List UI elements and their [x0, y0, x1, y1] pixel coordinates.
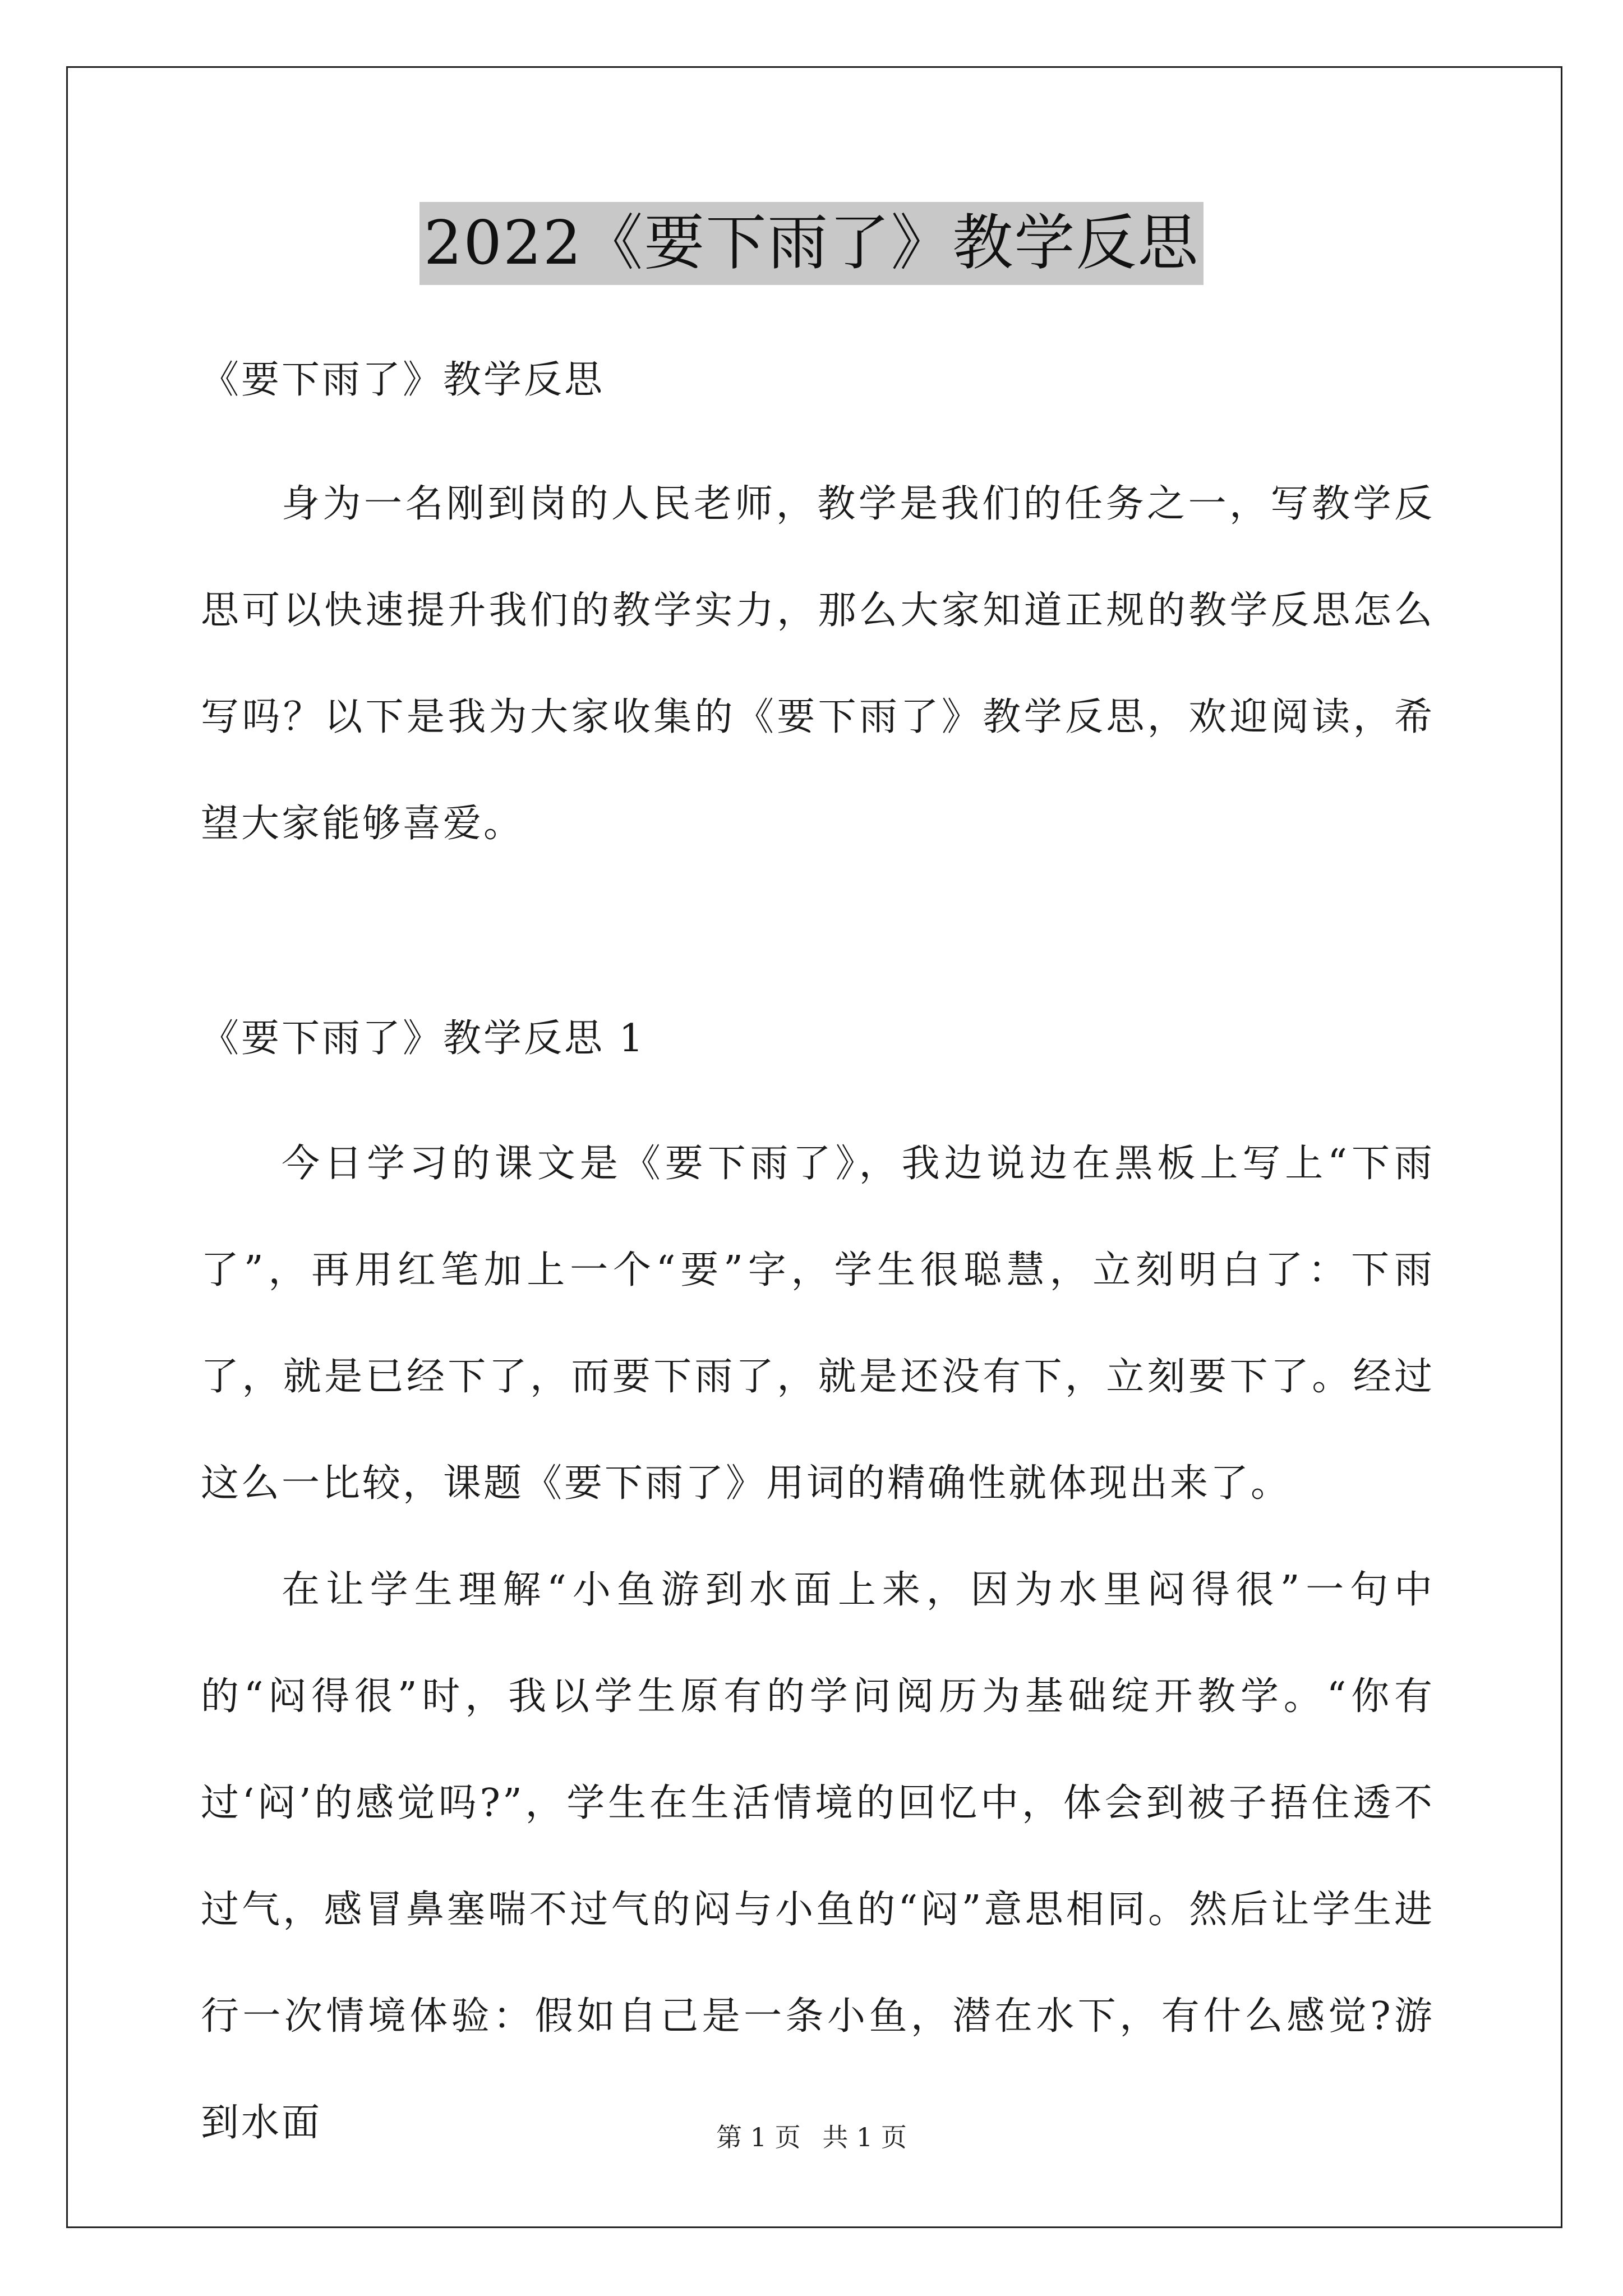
intro-paragraph: 身为一名刚到岗的人民老师，教学是我们的任务之一，写教学反思可以快速提升我们的教学实力，那么大家知道正规的教学反思怎么写吗？以下是我为大家收集的《要下雨了》教学反思，欢迎阅读，希望大家能够喜爱。	[201, 482, 1435, 846]
document-body	[201, 314, 1435, 2177]
part1-heading: 《要下雨了》教学反思 1	[201, 1016, 645, 1061]
page-number: 第 1 页	[716, 2122, 801, 2152]
title-container	[0, 202, 1623, 285]
section-heading: 《要下雨了》教学反思	[201, 358, 605, 402]
part1-paragraph-2: 在让学生理解“小鱼游到水面上来，因为水里闷得很”一句中的“闷得很”时，我以学生原有的学问阅历为基础绽开教学。“你有过‘闷’的感觉吗?”，学生在生活情境的回忆中，体会到被子捂住透不过气，感冒鼻塞喘不过气的闷与小鱼的“闷”意思相同。然后让学生进行一次情境体验：假如自己是一条小鱼，潜在水下，有什么感觉?游到水面	[201, 1568, 1435, 2145]
page-footer	[0, 2120, 1623, 2154]
document-title: 2022《要下雨了》教学反思	[419, 202, 1204, 285]
part1-paragraph-1: 今日学习的课文是《要下雨了》，我边说边在黑板上写上“下雨了”，再用红笔加上一个“要”字，学生很聪慧，立刻明白了：下雨了，就是已经下了，而要下雨了，就是还没有下，立刻要下了。经过这么一比较，课题《要下雨了》用词的精确性就体现出来了。	[201, 1142, 1435, 1506]
page-total: 共 1 页	[822, 2122, 907, 2152]
